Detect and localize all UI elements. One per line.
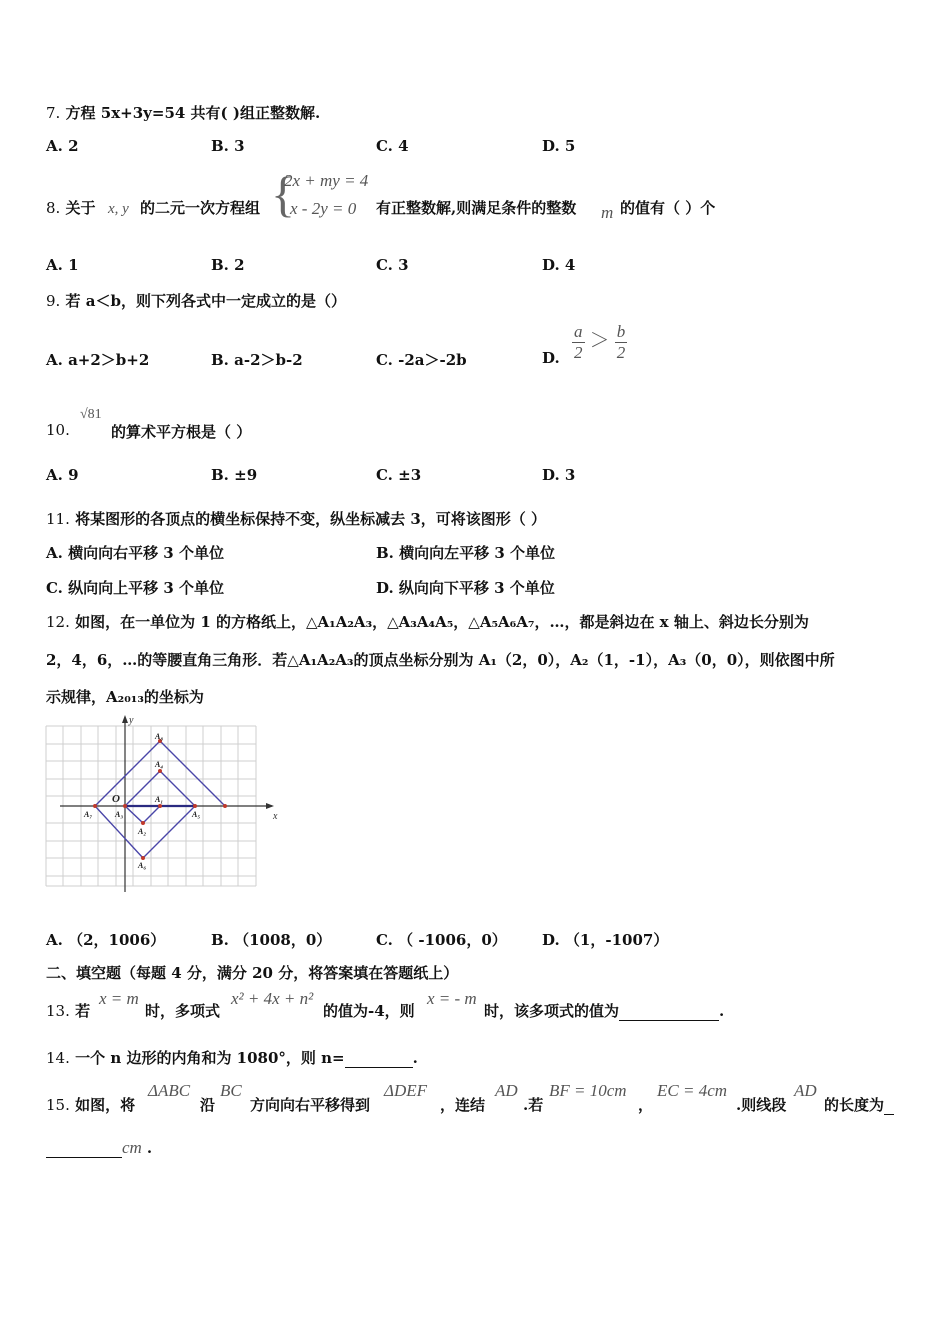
label-a8: A₈ (155, 732, 164, 741)
q11-option-c: C. 纵向向上平移 3 个单位 (46, 579, 225, 597)
q12-option-c: C. （ -1006，0） (376, 931, 507, 949)
q13-start (46, 1000, 90, 1021)
q14-number: 14. (46, 1049, 70, 1067)
q9-stem (46, 290, 346, 311)
q15-t6: ， (638, 1096, 654, 1114)
q15-start (46, 1094, 135, 1115)
q15-t8-wrap (824, 1094, 894, 1115)
q9-option-a: A. a+2＞b+2 (46, 351, 150, 369)
greater-than-sign: ＞ (589, 330, 610, 352)
q7-option-a: A. 2 (46, 137, 79, 155)
q13-poly: x² + 4x + n² (231, 989, 314, 1008)
fraction-b-over-2 (615, 322, 628, 363)
q13-t1: 若 (75, 1002, 91, 1020)
q9-option-b: B. a-2＞b-2 (211, 351, 303, 369)
q9-option-c: C. -2a＞-2b (376, 351, 467, 369)
q10-number: 10. (46, 421, 70, 439)
system-brace: { (271, 166, 295, 222)
q15-t7: .则线段 (736, 1096, 787, 1114)
q10-text: 的算术平方根是（ ） (111, 423, 252, 441)
label-a4: A₄ (155, 760, 164, 769)
q10-option-c: C. ±3 (376, 466, 422, 484)
q9-number: 9. (46, 292, 61, 310)
q11-option-d: D. 纵向向下平移 3 个单位 (376, 579, 555, 597)
q15-cm: cm (122, 1138, 142, 1157)
q14-text: 一个 n 边形的内角和为 1080°，则 n= (75, 1049, 345, 1067)
q12-line1: 如图，在一单位为 1 的方格纸上，△A₁A₂A₃，△A₃A₄A₅，△A₅A₆A₇，…，都是斜边在 x 轴上、斜边长分别为 (75, 613, 809, 631)
q7-stem (46, 102, 320, 123)
q8-option-d: D. 4 (542, 256, 576, 274)
q15-end: . (146, 1139, 153, 1157)
fraction-denominator: 2 (616, 343, 626, 362)
label-a1: A₁ (155, 795, 164, 804)
q8-option-a: A. 1 (46, 256, 79, 274)
q8-number-pre (46, 197, 96, 218)
q11-option-a: A. 横向向右平移 3 个单位 (46, 544, 224, 562)
triangle-a1a2a3 (125, 806, 160, 823)
q15-abc: ΔABC (148, 1081, 191, 1100)
q15-line2 (46, 1138, 152, 1158)
q11-number: 11. (46, 510, 70, 528)
y-axis-label: y (129, 715, 134, 726)
q13-m1: x = m (99, 989, 139, 1008)
fraction-numerator: b (616, 322, 626, 341)
q13-end: . (719, 1002, 725, 1020)
q15-bc: BC (220, 1081, 242, 1100)
q13-m2: x = - m (427, 989, 477, 1008)
fraction-a-over-2 (572, 322, 585, 363)
label-a3: A₃ (115, 810, 124, 819)
q15-bf: BF = 10cm (549, 1081, 627, 1100)
q12-option-a: A. （2，1006） (46, 931, 166, 949)
q9-text: 若 a＜b，则下列各式中一定成立的是（） (65, 292, 346, 310)
q13-t2: 时，多项式 (145, 1002, 221, 1020)
label-a7: A₇ (84, 810, 93, 819)
label-a2: A₂ (138, 827, 147, 836)
q13-t4-wrap (484, 1000, 724, 1021)
q11-text: 将某图形的各顶点的横坐标保持不变，纵坐标减去 3，可将该图形（ ） (75, 510, 546, 528)
q12-line2: 2，4，6，…的等腰直角三角形．若△A₁A₂A₃的顶点坐标分别为 A₁（2，0），A₂（1，-1），A₃（0，0），则依图中所 (46, 651, 835, 669)
q12-figure (44, 712, 284, 894)
q15-answer-blank[interactable] (46, 1138, 122, 1158)
q12-option-d: D. （1，-1007） (542, 931, 669, 949)
q10-option-b: B. ±9 (211, 466, 258, 484)
q8-tail: 的值有（ ）个 (620, 199, 716, 217)
q10-sqrt: √81 (80, 407, 102, 422)
label-a6: A₆ (138, 861, 147, 870)
q13-answer-blank[interactable] (619, 1002, 719, 1021)
q8-vars: x, y (108, 201, 129, 217)
section2-title: 二、填空题（每题 4 分，满分 20 分，将答案填在答题纸上） (46, 964, 459, 982)
q12-line3: 示规律，A₂₀₁₃的坐标为 (46, 688, 204, 706)
q7-option-b: B. 3 (211, 137, 245, 155)
q8-option-c: C. 3 (376, 256, 409, 274)
q14-answer-blank[interactable] (345, 1049, 413, 1068)
q8-post: 有正整数解,则满足条件的整数 (376, 199, 577, 217)
q8-mid: 的二元一次方程组 (140, 199, 261, 217)
y-axis-arrow-icon (122, 715, 128, 723)
q9-option-d-expression (572, 322, 627, 363)
q11-stem (46, 508, 546, 529)
q7-number: 7. (46, 104, 61, 122)
q8-eq1: 2x + my = 4 (284, 171, 369, 190)
q8-eq2: x - 2y = 0 (290, 199, 357, 218)
q10-option-d: D. 3 (542, 466, 576, 484)
q15-t5: .若 (523, 1096, 544, 1114)
fraction-denominator: 2 (574, 343, 583, 362)
q8-pre: 关于 (65, 199, 96, 217)
q9-option-d: D. (542, 349, 560, 367)
q11-option-b: B. 横向向左平移 3 个单位 (376, 544, 556, 562)
q7-option-c: C. 4 (376, 137, 409, 155)
origin-label: O (112, 793, 120, 805)
q12-option-b: B. （1008，0） (211, 931, 332, 949)
q15-ec: EC = 4cm (657, 1081, 728, 1100)
q15-def: ΔDEF (384, 1081, 428, 1100)
q8-option-b: B. 2 (211, 256, 245, 274)
q15-t1: 如图，将 (75, 1096, 136, 1114)
q10-number-wrap (46, 421, 70, 439)
q10-option-a: A. 9 (46, 466, 79, 484)
x-axis-arrow-icon (266, 803, 274, 809)
fraction-numerator: a (574, 322, 583, 341)
q8-number: 8. (46, 199, 61, 217)
q15-t4: ，连结 (440, 1096, 486, 1114)
q7-text: 方程 5x+3y=54 共有( )组正整数解. (65, 104, 321, 122)
q12-number: 12. (46, 613, 70, 631)
q13-t4: 时，该多项式的值为 (484, 1002, 620, 1020)
q13-number: 13. (46, 1002, 70, 1020)
q14-end: . (412, 1049, 418, 1067)
q15-t2: 沿 (200, 1096, 216, 1114)
q15-answer-blank-start[interactable] (884, 1096, 894, 1115)
label-a5: A₅ (192, 810, 201, 819)
x-axis-label: x (273, 811, 278, 822)
q15-ad: AD (495, 1081, 518, 1100)
q13-t3: 的值为-4，则 (323, 1002, 415, 1020)
q7-option-d: D. 5 (542, 137, 576, 155)
q15-ad2: AD (794, 1081, 817, 1100)
q15-number: 15. (46, 1096, 70, 1114)
q14-stem (46, 1047, 418, 1068)
q8-m: m (601, 203, 614, 222)
q15-t8: 的长度为 (824, 1096, 885, 1114)
q12-line1-wrap (46, 611, 809, 632)
q15-t3: 方向向右平移得到 (250, 1096, 371, 1114)
